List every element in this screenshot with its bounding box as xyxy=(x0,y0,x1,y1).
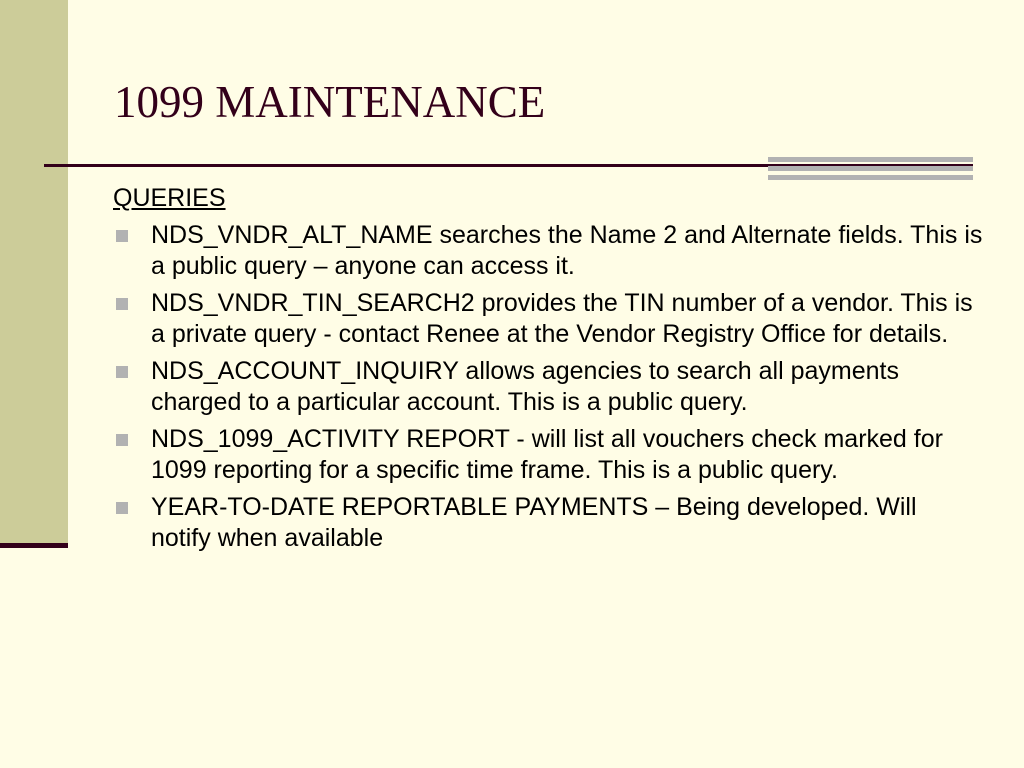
slide-body xyxy=(113,183,983,560)
square-bullet-icon xyxy=(116,230,128,242)
accent-bar xyxy=(768,166,973,171)
bullet-list xyxy=(113,220,983,554)
section-heading: QUERIES xyxy=(113,184,226,212)
bullet-text: NDS_VNDR_TIN_SEARCH2 provides the TIN number of a vendor. This is a private query - contact Renee at the Vendor Registry Office for details. xyxy=(151,289,973,348)
accent-bar xyxy=(768,175,973,180)
accent-bars xyxy=(768,157,973,180)
left-side-rule xyxy=(0,543,68,548)
square-bullet-icon xyxy=(116,298,128,310)
bullet-text: NDS_VNDR_ALT_NAME searches the Name 2 and Alternate fields. This is a public query – anyone can access it. xyxy=(151,221,983,280)
bullet-item xyxy=(113,492,983,554)
square-bullet-icon xyxy=(116,434,128,446)
square-bullet-icon xyxy=(116,502,128,514)
bullet-item xyxy=(113,356,983,418)
bullet-text: NDS_ACCOUNT_INQUIRY allows agencies to search all payments charged to a particular account. This is a public query. xyxy=(151,357,899,416)
bullet-text: NDS_1099_ACTIVITY REPORT - will list all vouchers check marked for 1099 reporting for a specific time frame. This is a public query. xyxy=(151,425,943,484)
slide-title: 1099 MAINTENANCE xyxy=(114,77,546,127)
square-bullet-icon xyxy=(116,366,128,378)
bullet-text: YEAR-TO-DATE REPORTABLE PAYMENTS – Being developed. Will notify when available xyxy=(151,493,917,552)
accent-bar xyxy=(768,157,973,162)
bullet-item xyxy=(113,288,983,350)
bullet-item xyxy=(113,220,983,282)
bullet-item xyxy=(113,424,983,486)
left-side-bar xyxy=(0,0,68,543)
